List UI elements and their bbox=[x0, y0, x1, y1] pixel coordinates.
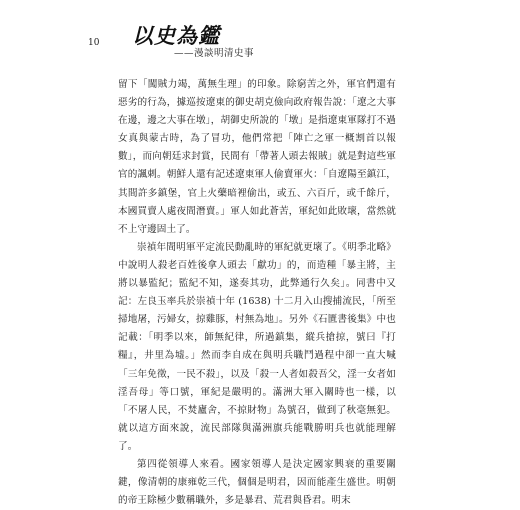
book-subtitle: ——漫談明清史事 bbox=[174, 48, 255, 59]
body-text bbox=[118, 76, 396, 510]
page-number: 10 bbox=[88, 38, 100, 48]
book-title: 以史為鑑 bbox=[132, 23, 220, 48]
paragraph: 崇禎年間明軍平定流民動亂時的軍紀就更壞了。《明季北略》中說明人殺老百姓後拿人頭去「獻功」的，而造種「暴主將，主將以暴監紀；監紀不知，遂奏其功，此弊通行久矣」。同書中又記：左良玉率兵於崇禎十年 (1638) 十二月入山搜捕流民，「所至掃地屠，污婦女，掠雞豚，村無為地」。另外《石匱書後集》中也記載：「明季以來，師無紀律，所過鎮集，縱兵搶掠，號曰『打糧』，井里為墟。」然而李自成在與明兵職鬥過程中卻一直大喊「三年免徵，一民不殺」，以及「殺一人者如殺吾父，淫一女者如淫吾母」等口號，軍紀是嚴明的。滿洲大軍入關時也一樣，以「不屠人民，不焚廬舍，不掠財物」為號召，做到了秋毫無犯。就以這方面來說，流民部隊與滿洲旗兵能戰勝明兵也就能理解了。 bbox=[118, 241, 396, 452]
paragraph: 留下「闖賊力竭，萬無生理」的印象。除窮苦之外，軍官們還有惡劣的行為，據巡按遼東的御史胡克儉向政府報告說：「遼之大事在邊，邊之大事在墩」，胡御史所說的「墩」是指遼東軍隊打不過女真與蒙古時，為了冒功，他們常把「陣亡之軍一概割首以報數」，而向朝廷求封賞，民間有「帶著人頭去報賊」就是對這些軍官的諷刺。朝鮮人還有記述遼東軍人偷賣軍火：「自遼陽至鎮江，其間許多鎮堡，官上火藥暗裡偷出，或五、六百斤，或千餘斤，本國買賣人處夜間潛賣。」軍人如此蒼苦，軍紀如此敗壞，當然就不上守邊固土了。 bbox=[118, 79, 396, 235]
paragraph: 第四從領導人來看。國家領導人是決定國家興衰的重要關鍵，像清朝的康雍乾三代，個個是明君，因而能產生盛世。明朝的帝王除極少數稱職外，多是暴君、荒君與昏君。明末 bbox=[118, 458, 396, 507]
